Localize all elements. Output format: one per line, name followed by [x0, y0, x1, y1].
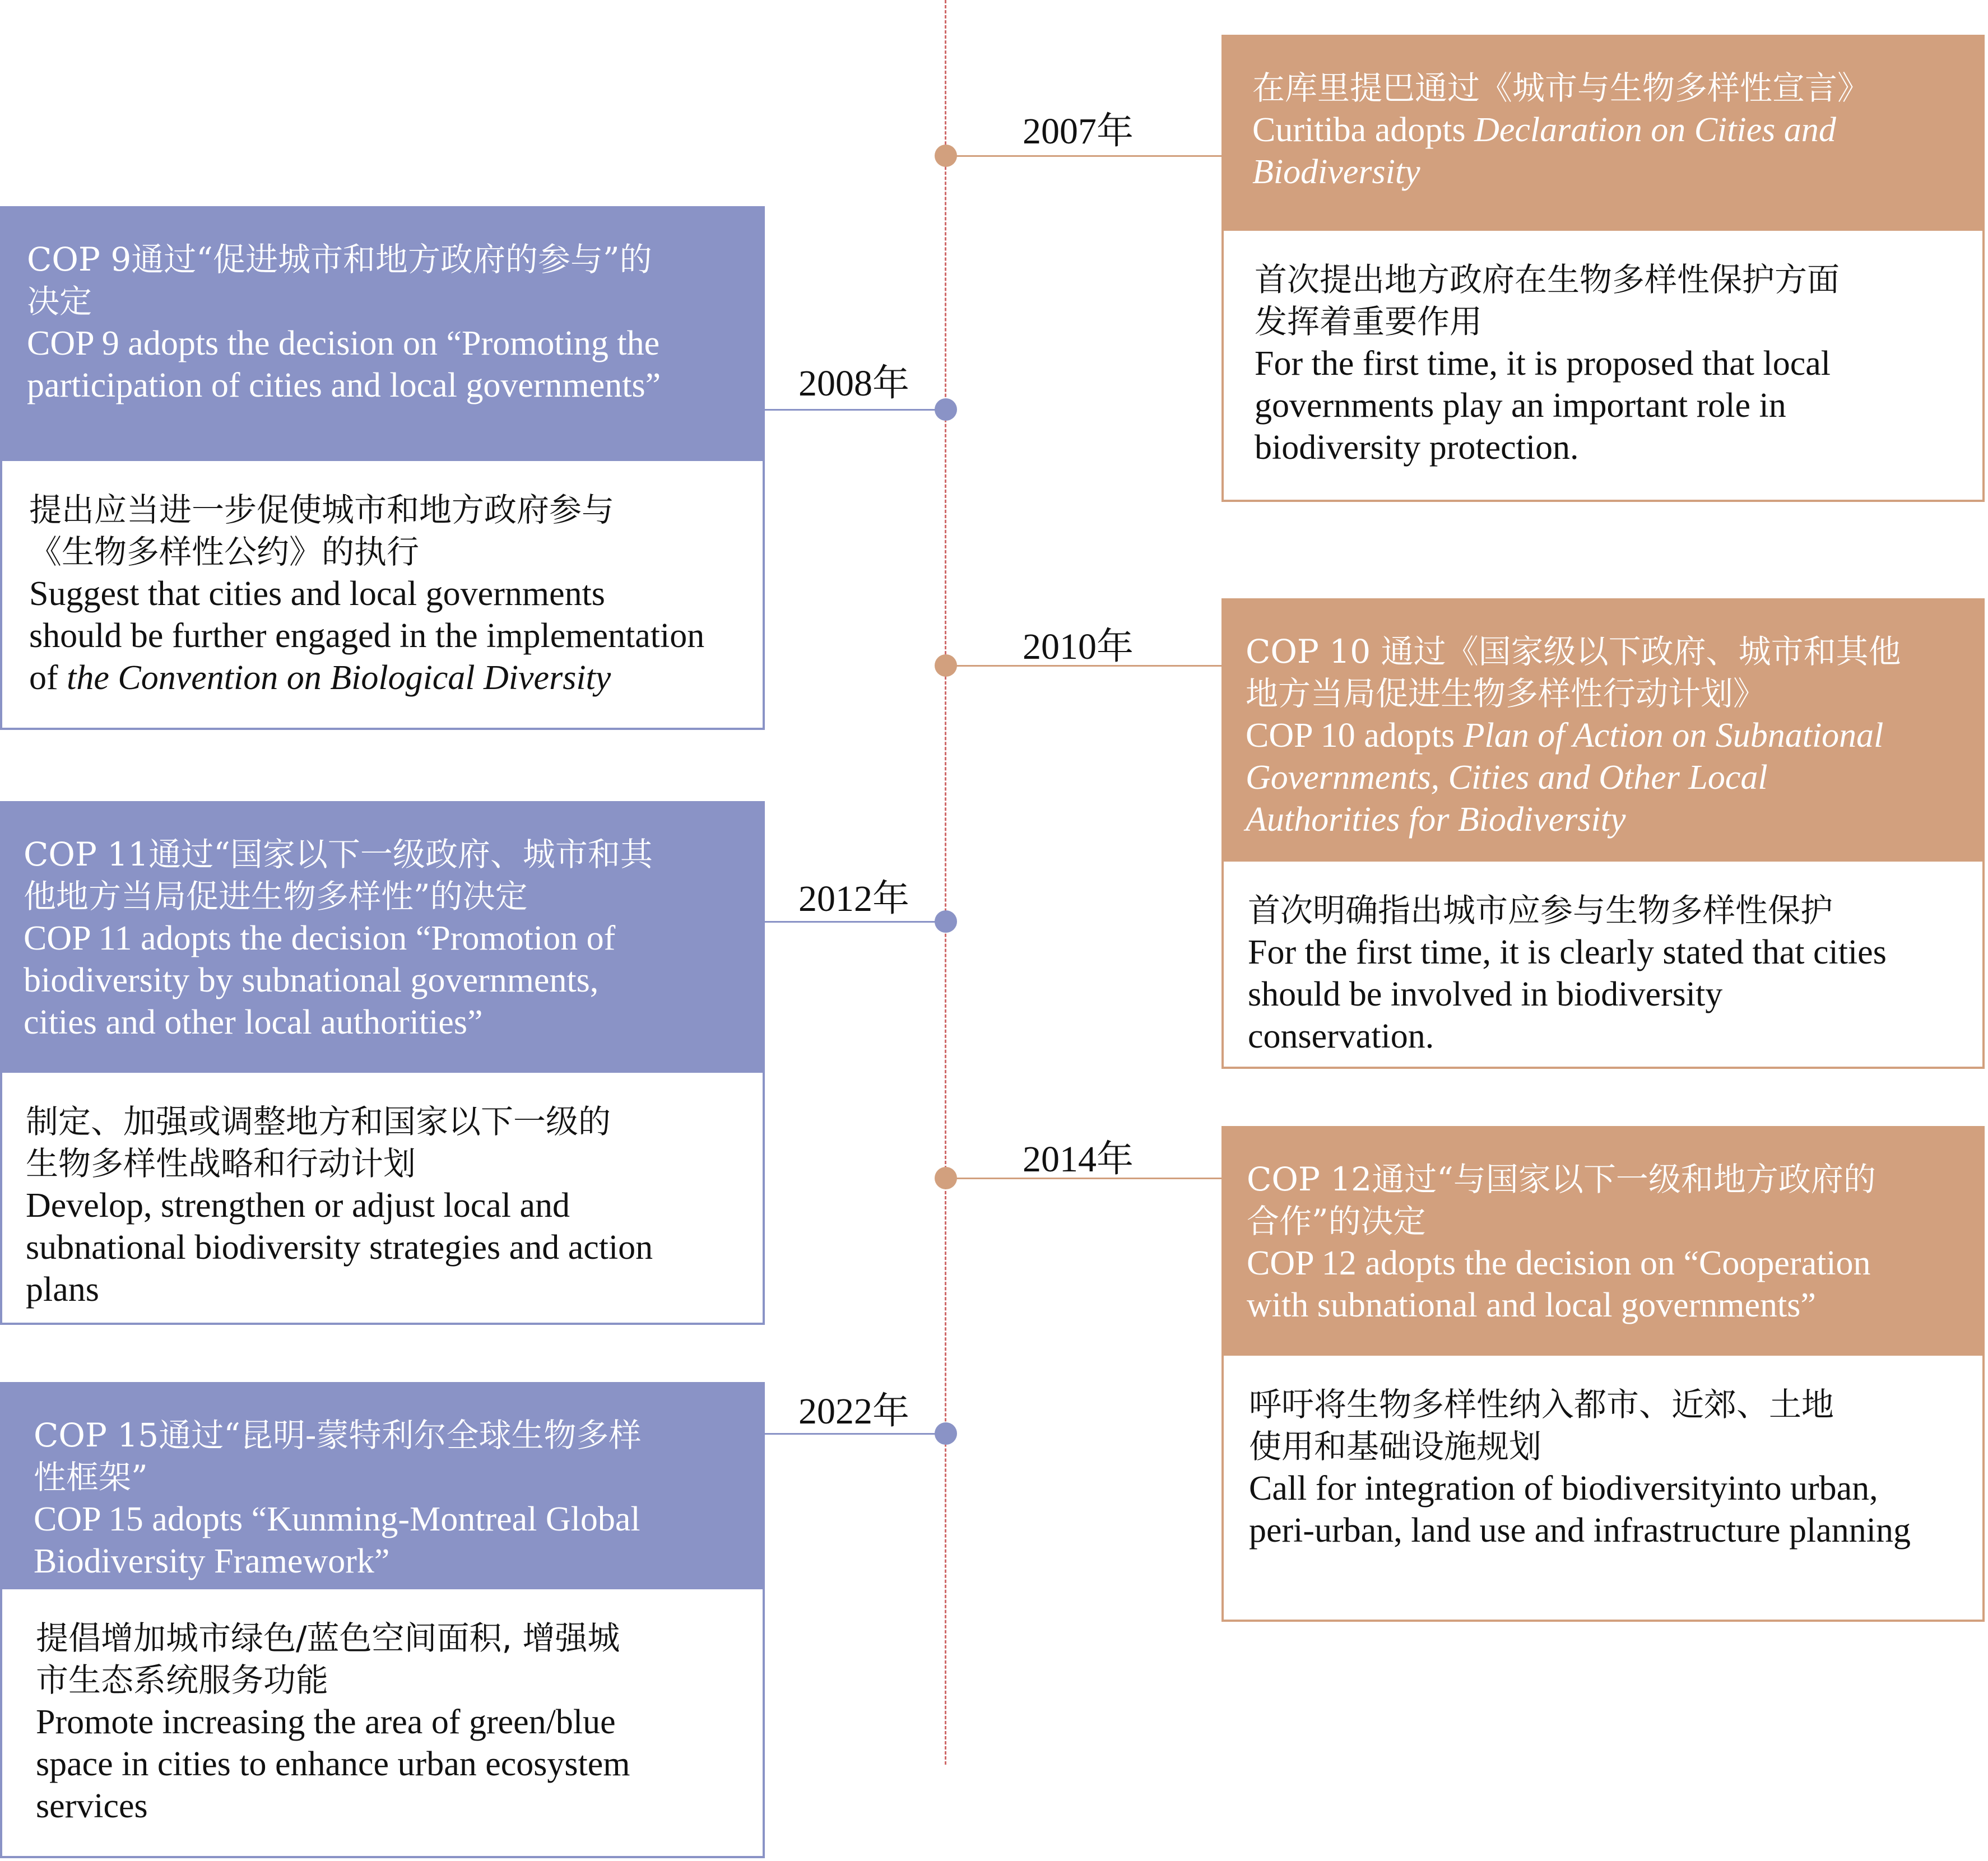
italic-title-text: Plan of Action on Subnational [1463, 717, 1884, 755]
header-zh-line: COP 10 通过《国家级以下政府、城市和其他 [1246, 632, 1901, 671]
timeline-dot [935, 1167, 957, 1189]
event-card-header [0, 801, 765, 1073]
event-card-body [0, 1589, 765, 1858]
en-text: COP 15 adopts “Kunming-Montreal Global [34, 1500, 640, 1538]
body-zh-line: 市生态系统服务功能 [36, 1661, 329, 1699]
en-text: services [36, 1787, 148, 1825]
en-text: Biodiversity Framework” [34, 1542, 390, 1580]
header-en-line [1252, 151, 1959, 193]
header-en-line [1246, 715, 1966, 757]
italic-title-text: Authorities for Biodiversity [1246, 801, 1626, 839]
header-en-line [24, 918, 747, 960]
body-en-line [29, 657, 741, 699]
event-card-header [1221, 35, 1985, 231]
event-card-header [0, 1382, 765, 1589]
header-zh-line: 性框架” [34, 1458, 148, 1496]
body-zh-line: 提出应当进一步促使城市和地方政府参与 [29, 491, 615, 529]
en-text: subnational biodiversity strategies and action [26, 1229, 653, 1267]
en-text: For the first time, it is proposed that local [1255, 345, 1831, 383]
en-text: space in cities to enhance urban ecosystem [36, 1745, 630, 1783]
body-en-line [1248, 932, 1964, 974]
event-card-body [0, 461, 765, 730]
event-card [1221, 1126, 1985, 1622]
year-label: 2022年 [798, 1391, 909, 1432]
italic-title-text: Governments, Cities and Other Local [1246, 759, 1768, 797]
en-text: Curitiba adopts [1252, 111, 1475, 149]
timeline-dot [935, 910, 957, 933]
event-card-header [1221, 598, 1985, 862]
header-en-line [34, 1541, 737, 1583]
body-zh-line: 使用和基础设施规划 [1249, 1427, 1542, 1465]
en-text: Develop, strengthen or adjust local and [26, 1187, 570, 1225]
event-card-header [1221, 1126, 1985, 1356]
header-zh-line: 地方当局促进生物多样性行动计划》 [1246, 674, 1766, 713]
timeline-dot [935, 145, 957, 167]
header-en-line [24, 1002, 747, 1044]
en-text: cities and other local authorities” [24, 1003, 483, 1041]
body-en-line [1255, 427, 1957, 469]
timeline-dot [935, 1422, 957, 1445]
year-label: 2014年 [1023, 1139, 1134, 1180]
en-text: biodiversity by subnational governments, [24, 961, 599, 999]
header-en-line [1247, 1243, 1965, 1285]
event-card [1221, 598, 1985, 1069]
en-text: Promote increasing the area of green/blue [36, 1703, 616, 1741]
body-en-line [1248, 1016, 1964, 1058]
en-text: COP 11 adopts the decision “Promotion of [24, 919, 616, 957]
italic-title-text: Declaration on Cities and [1474, 111, 1836, 149]
header-zh-line: 在库里提巴通过《城市与生物多样性宣言》 [1252, 69, 1870, 107]
event-card [0, 801, 765, 1325]
en-text: conservation. [1248, 1017, 1434, 1055]
body-zh-line: 呼吁将生物多样性纳入都市、近郊、土地 [1249, 1385, 1834, 1423]
year-label: 2010年 [1023, 626, 1134, 667]
body-en-line [1255, 385, 1957, 427]
header-zh-line: COP 15通过“昆明-蒙特利尔全球生物多样 [34, 1416, 642, 1454]
event-card [1221, 35, 1985, 502]
en-text: COP 12 adopts the decision on “Cooperation [1247, 1244, 1871, 1282]
en-text: biodiversity protection. [1255, 429, 1579, 467]
body-en-line [1248, 974, 1964, 1016]
body-zh-line: 制定、加强或调整地方和国家以下一级的 [26, 1102, 611, 1141]
en-text: participation of cities and local governments” [27, 366, 661, 404]
event-card [0, 1382, 765, 1858]
en-text: with subnational and local governments” [1247, 1286, 1816, 1324]
header-en-line [34, 1499, 737, 1541]
en-text: plans [26, 1271, 99, 1309]
year-label: 2008年 [798, 363, 909, 404]
event-card [0, 206, 765, 730]
body-en-line [1249, 1468, 1963, 1510]
header-en-line [27, 365, 744, 407]
italic-title-text: the Convention on Biological Diversity [67, 659, 611, 697]
body-en-line [29, 573, 741, 615]
timeline-axis [945, 0, 946, 1765]
header-en-line [1247, 1285, 1965, 1327]
header-zh-line: 合作”的决定 [1247, 1202, 1426, 1240]
body-en-line [1249, 1510, 1963, 1552]
body-en-line [36, 1743, 735, 1785]
event-card-body [1221, 862, 1985, 1069]
header-en-line [1252, 109, 1959, 151]
body-en-line [29, 615, 741, 657]
header-en-line [1246, 799, 1966, 841]
timeline-dot [935, 398, 957, 421]
body-zh-line: 《生物多样性公约》的执行 [29, 533, 420, 571]
timeline-dot [935, 654, 957, 677]
en-text: peri-urban, land use and infrastructure planning [1249, 1511, 1911, 1550]
en-text: Suggest that cities and local governments [29, 575, 605, 613]
en-text: should be further engaged in the implementation [29, 617, 705, 655]
en-text: should be involved in biodiversity [1248, 975, 1723, 1013]
header-zh-line: 他地方当局促进生物多样性”的决定 [24, 877, 528, 915]
timeline-connector [946, 155, 1221, 157]
en-text: COP 10 adopts [1246, 717, 1464, 755]
en-text: of [29, 659, 67, 697]
event-card-body [0, 1073, 765, 1325]
header-en-line [24, 960, 747, 1002]
body-en-line [1255, 343, 1957, 385]
body-en-line [26, 1227, 745, 1269]
body-zh-line: 首次提出地方政府在生物多样性保护方面 [1255, 260, 1840, 299]
year-label: 2012年 [798, 878, 909, 919]
event-card-body [1221, 1356, 1985, 1622]
timeline-connector [765, 409, 946, 411]
body-zh-line: 首次明确指出城市应参与生物多样性保护 [1248, 891, 1833, 929]
body-en-line [26, 1269, 745, 1311]
body-en-line [36, 1701, 735, 1743]
body-zh-line: 提倡增加城市绿色/蓝色空间面积, 增强城 [36, 1619, 620, 1657]
body-en-line [36, 1785, 735, 1827]
en-text: For the first time, it is clearly stated that cities [1248, 933, 1887, 971]
event-card-header [0, 206, 765, 461]
header-en-line [1246, 757, 1966, 799]
en-text: governments play an important role in [1255, 387, 1786, 425]
en-text: Call for integration of biodiversityinto urban, [1249, 1469, 1878, 1508]
body-zh-line: 生物多样性战略和行动计划 [26, 1144, 416, 1183]
header-zh-line: COP 11通过“国家以下一级政府、城市和其 [24, 835, 653, 873]
year-label: 2007年 [1023, 111, 1134, 152]
header-zh-line: 决定 [27, 282, 92, 320]
en-text: COP 9 adopts the decision on “Promoting the [27, 324, 660, 362]
header-zh-line: COP 12通过“与国家以下一级和地方政府的 [1247, 1160, 1876, 1198]
event-card-body [1221, 231, 1985, 502]
body-en-line [26, 1185, 745, 1227]
header-zh-line: COP 9通过“促进城市和地方政府的参与”的 [27, 240, 652, 278]
body-zh-line: 发挥着重要作用 [1255, 303, 1483, 341]
header-en-line [27, 323, 744, 365]
italic-title-text: Biodiversity [1252, 153, 1420, 191]
